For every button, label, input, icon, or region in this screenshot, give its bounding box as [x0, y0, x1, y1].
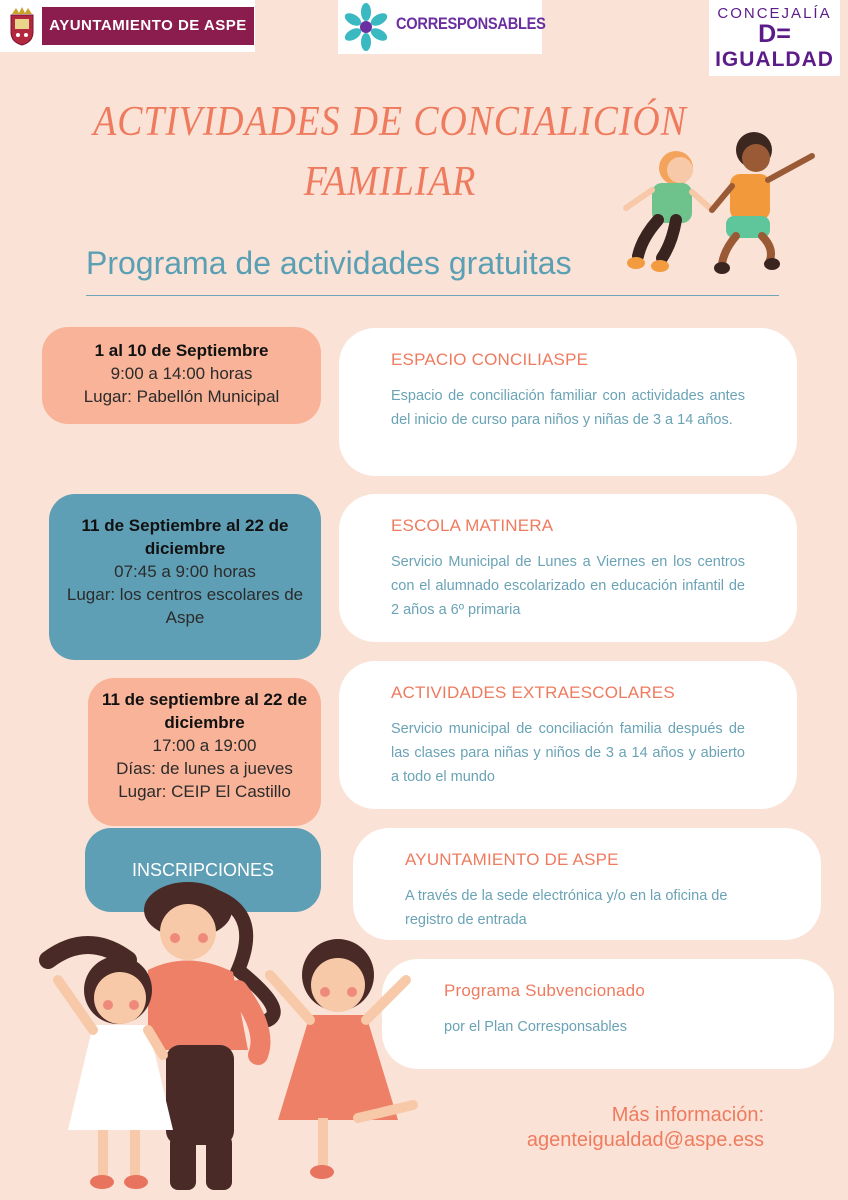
activity-2-time: 07:45 a 9:00 horas [114, 562, 256, 581]
activity-2-date: 11 de Septiembre al 22 de diciembre [81, 516, 289, 558]
subsidy-card [382, 959, 834, 1069]
activity-3-date: 11 de septiembre al 22 de diciembre [101, 690, 308, 732]
subsidy-text: por el Plan Corresponsables [444, 1019, 627, 1035]
activity-1-place: Lugar: Pabellón Municipal [83, 387, 280, 406]
concejalia-igualdad-logo [709, 0, 840, 76]
activity-1-date: 1 al 10 de Septiembre [94, 341, 269, 360]
activity-2-description: Servicio Municipal de Lunes a Viernes en los centros con el alumnado escolarizado en educación infantil de 2 años a 6º primaria [391, 554, 745, 618]
igualdad-label: IGUALDAD [715, 48, 834, 71]
activity-3-time: 17:00 a 19:00 [152, 736, 257, 755]
crest-icon [8, 6, 36, 46]
activity-3-schedule [88, 678, 321, 826]
activity-1-time: 9:00 a 14:00 horas [110, 364, 253, 383]
subsidy-title: Programa Subvencionado [444, 981, 645, 1000]
ayuntamiento-logo [0, 0, 255, 52]
divider [86, 295, 779, 296]
family-illustration [38, 880, 428, 1198]
title-line-1: ACTIVIDADES DE CONCIALICIÓN [93, 99, 687, 145]
ayuntamiento-name: AYUNTAMIENTO DE ASPE [42, 7, 254, 45]
activity-1-schedule [42, 327, 321, 424]
activity-1-description: Espacio de conciliación familiar con actividades antes del inicio de curso para niños y niñas de 3 a 14 años. [391, 388, 745, 428]
activity-3-name: ACTIVIDADES EXTRAESCOLARES [391, 683, 675, 702]
snowflake-icon [340, 2, 392, 52]
inscripciones-button[interactable]: INSCRIPCIONES [85, 828, 321, 912]
title-line-2: FAMILIAR [303, 159, 477, 205]
concejalia-label: CONCEJALÍA [717, 5, 832, 22]
activity-2-place: Lugar: los centros escolares de Aspe [66, 585, 304, 627]
corresponsables-logo [338, 0, 546, 54]
activity-3-days: Días: de lunes a jueves [116, 759, 293, 778]
subtitle: Programa de actividades gratuitas [86, 245, 572, 281]
activity-2-name: ESCOLA MATINERA [391, 516, 554, 535]
registration-name: AYUNTAMIENTO DE ASPE [405, 850, 619, 869]
corresponsables-name: CORRESPONSABLES [396, 14, 546, 33]
activity-3-description: Servicio municipal de conciliación familia después de las clases para niñas y niños de 3 a 14 años y abierto a todo el mundo [391, 721, 745, 785]
activity-1-card [339, 328, 797, 476]
activity-2-card [339, 494, 797, 642]
more-info-email[interactable]: agenteigualdad@aspe.ess [526, 1129, 764, 1151]
equality-symbol: D= [758, 20, 791, 48]
activity-3-place: Lugar: CEIP El Castillo [118, 782, 291, 801]
more-info-label: Más información: [611, 1104, 764, 1126]
activity-3-card [339, 661, 797, 809]
more-info [527, 1103, 764, 1153]
activity-2-schedule [49, 494, 321, 660]
running-kids-illustration [612, 128, 827, 280]
activity-1-name: ESPACIO CONCILIASPE [391, 350, 589, 369]
registration-description: A través de la sede electrónica y/o en la oficina de registro de entrada [405, 888, 728, 928]
